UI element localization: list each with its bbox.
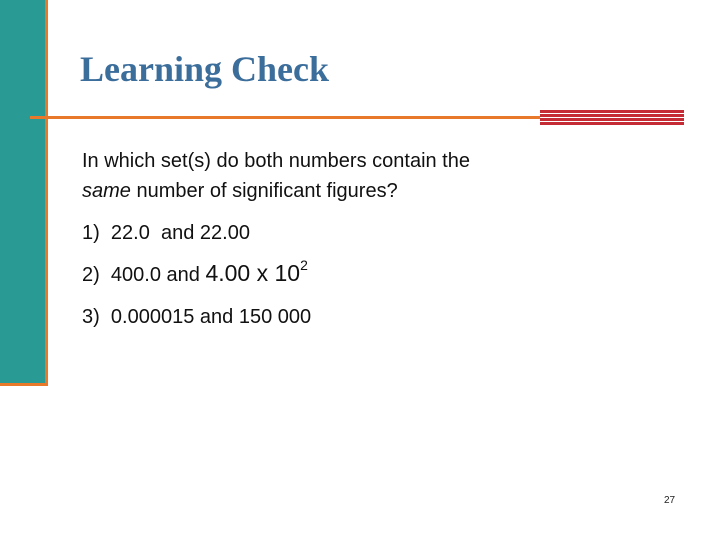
question-text [82,146,682,206]
question-line2: number of significant figures? [130,180,398,202]
option-text: 0.000015 and 150 000 [110,306,312,328]
exponent: 2 [300,257,308,273]
option-2 [82,258,308,290]
option-number: 1) [82,222,100,244]
page-number: 27 [664,495,676,506]
option-text: 400.0 and [110,264,206,286]
question-emphasis: same [82,180,131,202]
option-3 [82,302,311,332]
option-1 [82,218,250,248]
question-line1: In which set(s) do both numbers contain the [82,150,470,172]
scientific-notation: 4.00 x 10 [205,260,301,286]
slide-title: Learning Check [80,49,330,89]
option-number: 2) [82,264,100,286]
option-text: 22.0 and 22.00 [110,222,250,244]
left-accent-bar [0,0,45,383]
title-underline-accent-block [540,110,684,126]
option-number: 3) [82,306,100,328]
